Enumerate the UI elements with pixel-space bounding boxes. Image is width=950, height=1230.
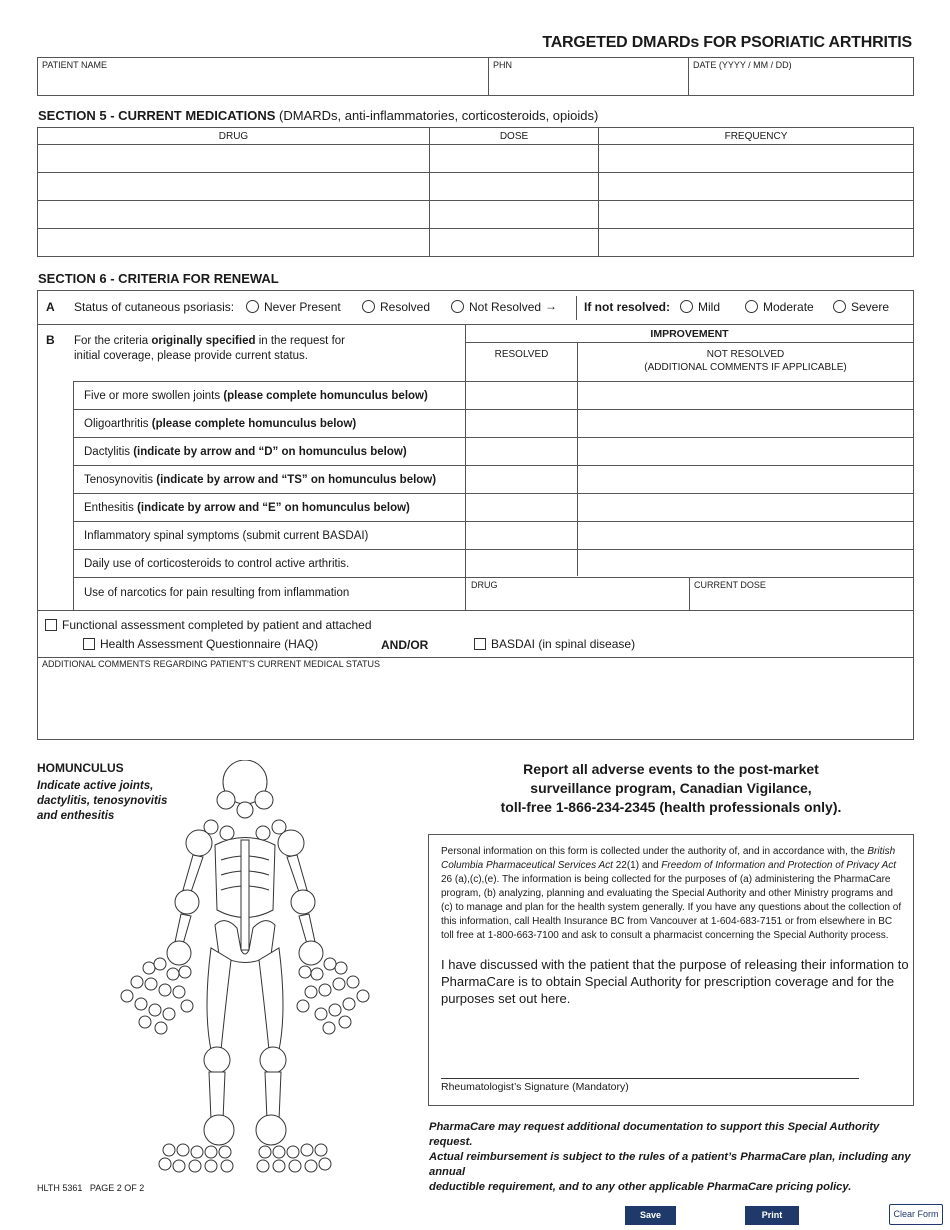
not-resolved-header: NOT RESOLVED (ADDITIONAL COMMENTS IF APPLICABLE): [644, 349, 847, 373]
criteria-spinal: Inflammatory spinal symptoms (submit current BASDAI): [84, 530, 369, 542]
table-row: [38, 145, 914, 173]
patient-name-label: PATIENT NAME: [42, 60, 108, 70]
row-a-label: Status of cutaneous psoriasis:: [74, 300, 235, 314]
haq-checkbox[interactable]: Health Assessment Questionnaire (HAQ): [83, 637, 318, 651]
frequency-cell[interactable]: [599, 229, 914, 257]
print-button[interactable]: Print: [745, 1206, 799, 1225]
row-b-letter: B: [46, 333, 55, 347]
section5-title: SECTION 5 - CURRENT MEDICATIONS (DMARDs, anti-inflammatories, corticosteroids, opioids): [38, 108, 599, 123]
radio-mild[interactable]: Mild: [680, 300, 720, 314]
radio-circle[interactable]: [451, 300, 464, 313]
drug-cell[interactable]: [38, 229, 430, 257]
clear-form-button[interactable]: Clear Form: [889, 1204, 943, 1225]
section6-title: SECTION 6 - CRITERIA FOR RENEWAL: [38, 271, 279, 286]
checkbox[interactable]: [45, 619, 57, 631]
row-a-letter: A: [46, 300, 55, 314]
radio-circle[interactable]: [745, 300, 758, 313]
additional-comments-label: ADDITIONAL COMMENTS REGARDING PATIENT’S CURRENT MEDICAL STATUS: [42, 659, 381, 669]
dose-cell[interactable]: [430, 229, 599, 257]
date-label: DATE (YYYY / MM / DD): [693, 60, 792, 70]
and-or-label: AND/OR: [381, 638, 429, 652]
dose-cell[interactable]: [430, 201, 599, 229]
criteria-enthesitis: Enthesitis (indicate by arrow and “E” on homunculus below): [84, 502, 410, 514]
frequency-cell[interactable]: [599, 201, 914, 229]
homunculus-figure[interactable]: [115, 760, 375, 1178]
form-id: HLTH 5361 PAGE 2 OF 2: [37, 1183, 145, 1193]
criteria-oligoarthritis: Oligoarthritis (please complete homunculus below): [84, 418, 357, 430]
improvement-header: IMPROVEMENT: [650, 328, 729, 340]
dose-cell[interactable]: [430, 145, 599, 173]
if-not-resolved-label: If not resolved:: [584, 300, 671, 314]
homunculus-title: HOMUNCULUS: [37, 761, 124, 775]
basdai-checkbox[interactable]: BASDAI (in spinal disease): [474, 637, 635, 651]
row-b-text: For the criteria originally specified in the request for initial coverage, please provide current status.: [74, 335, 345, 362]
consent-statement: I have discussed with the patient that the purpose of releasing their information to PharmaCare is to obtain Special Authority for prescription coverage and for the purposes set out here.: [441, 957, 909, 1006]
homunculus-subtitle: Indicate active joints, dactylitis, tenosynovitis and enthesitis: [37, 780, 168, 822]
criteria-narcotics: Use of narcotics for pain resulting from inflammation: [84, 587, 350, 599]
privacy-box: [428, 834, 914, 1106]
privacy-notice: Personal information on this form is collected under the authority of, and in accordance with, the British Columbia Pharmaceutical Services Act 22(1) and Freedom of Information and Protection of Privacy Act 26 (a),(c),(e). The information is being collected for the purposes of (a) administering the PharmaCare program, (b) analyzing, planning and evaluating the Special Authority and other Ministry programs and (c) to manage and plan for the health system generally. If you have any questions about the collection of this information, call Health Insurance BC from Vancouver at 1-604-683-7151 or from elsewhere in BC toll free at 1-800-663-7100 and ask to consult a pharmacist concerning the Special Authority process.: [441, 846, 902, 941]
dose-cell[interactable]: [430, 173, 599, 201]
pharmacare-disclaimer: PharmaCare may request additional documentation to support this Special Authority request. Actual reimbursement is subject to the rules of a patient’s PharmaCare plan, including any annual deductible requirement, and to any other applicable PharmaCare pricing policy.: [429, 1121, 911, 1193]
signature-label: Rheumatologist’s Signature (Mandatory): [441, 1081, 629, 1093]
criteria-dactylitis: Dactylitis (indicate by arrow and “D” on homunculus below): [84, 446, 407, 458]
drug-cell[interactable]: [38, 145, 430, 173]
criteria-tenosynovitis: Tenosynovitis (indicate by arrow and “TS” on homunculus below): [84, 474, 437, 486]
checkbox[interactable]: [83, 638, 95, 650]
radio-severe[interactable]: Severe: [833, 300, 889, 314]
col-frequency: FREQUENCY: [599, 128, 914, 145]
radio-circle[interactable]: [833, 300, 846, 313]
col-dose: DOSE: [430, 128, 599, 145]
radio-not-resolved[interactable]: Not Resolved: [451, 300, 541, 314]
table-row: [38, 201, 914, 229]
radio-circle[interactable]: [680, 300, 693, 313]
table-row: [38, 173, 914, 201]
table-row: [38, 229, 914, 257]
radio-circle[interactable]: [246, 300, 259, 313]
phn-field[interactable]: [489, 71, 687, 95]
checkbox[interactable]: [474, 638, 486, 650]
save-button[interactable]: Save: [625, 1206, 676, 1225]
radio-resolved[interactable]: Resolved: [362, 300, 430, 314]
drug-label: DRUG: [471, 580, 498, 590]
drug-cell[interactable]: [38, 201, 430, 229]
narcotics-drug-field[interactable]: [466, 591, 688, 609]
functional-assessment-checkbox[interactable]: Functional assessment completed by patient and attached: [45, 618, 372, 632]
arrow-icon: →: [545, 299, 557, 313]
criteria-swollen-joints: Five or more swollen joints (please complete homunculus below): [84, 390, 428, 402]
criteria-corticosteroids: Daily use of corticosteroids to control active arthritis.: [84, 558, 350, 570]
frequency-cell[interactable]: [599, 145, 914, 173]
col-drug: DRUG: [38, 128, 430, 145]
resolved-header: RESOLVED: [494, 349, 549, 360]
date-field[interactable]: [689, 71, 913, 95]
additional-comments-field[interactable]: [38, 671, 913, 739]
radio-never-present[interactable]: Never Present: [246, 300, 341, 314]
form-title: TARGETED DMARDs FOR PSORIATIC ARTHRITIS: [542, 34, 912, 51]
patient-name-field[interactable]: [38, 71, 487, 95]
narcotics-dose-field[interactable]: [690, 591, 913, 609]
radio-moderate[interactable]: Moderate: [745, 300, 814, 314]
current-dose-label: CURRENT DOSE: [694, 580, 766, 590]
frequency-cell[interactable]: [599, 173, 914, 201]
adverse-events-notice: Report all adverse events to the post-market surveillance program, Canadian Vigilance, toll-free 1-866-234-2345 (health professionals only).: [500, 761, 842, 815]
radio-circle[interactable]: [362, 300, 375, 313]
signature-field[interactable]: [441, 1035, 859, 1079]
drug-cell[interactable]: [38, 173, 430, 201]
medications-table: [37, 127, 914, 257]
phn-label: PHN: [493, 60, 513, 70]
